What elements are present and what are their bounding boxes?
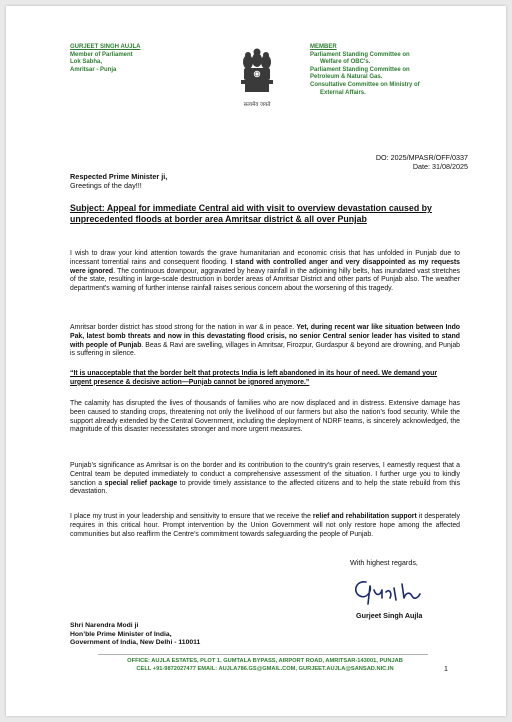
salutation-greeting: Greetings of the day!!! bbox=[70, 181, 142, 191]
mp-house: Lok Sabha, bbox=[70, 59, 103, 66]
letter-page bbox=[6, 6, 506, 716]
body-paragraph-1 bbox=[70, 250, 460, 294]
letter-footer bbox=[70, 657, 460, 673]
p4-text-c: to provide timely assistance to the affected citizens and to help the state rebuild from this devastation. bbox=[70, 479, 461, 496]
body-paragraph-5 bbox=[70, 513, 460, 539]
body-paragraph-3: The calamity has disrupted the lives of thousands of families who are now displaced and in distress. Extensive damage has been caused to standing crops, threatening not only the livelihood of our farmers but also the nation’s food security. While the support already extended by the Central Government, including the deployment of NDRF teams, is sincerely acknowledged, the magnitude of this disaster necessitates stronger and more urgent measures. bbox=[70, 400, 460, 434]
reference-block bbox=[376, 153, 468, 171]
addressee-title: Hon’ble Prime Minister of India, bbox=[70, 630, 172, 638]
p2-text-c: . Beas & Ravi are swelling, villages in Amritsar, Firozpur, Gurdaspur & beyond are drowning, and Punjab is suffering in silence. bbox=[70, 341, 460, 358]
closing-regards: With highest regards, bbox=[350, 558, 418, 567]
p5-bold: relief and rehabilitation support bbox=[312, 513, 417, 520]
p1-text-a: I wish to draw your kind attention towards the grave humanitarian and economic crisis that has unfolded in Punjab due to incessant torrential rains and consequent flooding. bbox=[70, 250, 460, 266]
mp-constituency: Amritsar - Punja bbox=[70, 66, 117, 73]
letter-subject: Subject: Appeal for immediate Central aid with visit to overview devastation caused by unprecedented floods at border area Amritsar district & all over Punjab bbox=[70, 203, 432, 224]
emblem-motto: सत्यमेव जयते bbox=[243, 102, 271, 108]
salutation-addressee: Respected Prime Minister ji, bbox=[70, 172, 168, 181]
footer-divider bbox=[98, 654, 428, 655]
footer-contact: CELL +91-9872027477 EMAIL: AUJLA786.GS@GMAIL.COM, GURJEET.AUJLA@SANSAD.NIC.IN bbox=[136, 666, 394, 672]
body-paragraph-2 bbox=[70, 324, 460, 359]
p4-text-a: Punjab’s significance as Amritsar is on the border and its contribution to the country’s grain reserves, I earnestly request that a Central team be deputed immediately to conduct a comprehensive assessment of the situation. I further urge you to kindly sanction a bbox=[70, 462, 460, 487]
signatory-name: Gurjeet Singh Aujla bbox=[356, 611, 423, 620]
letterhead-right bbox=[310, 44, 480, 97]
highlighted-quote: “It is unacceptable that the border belt that protects India is left abandoned in its hour of need. We demand your urgent presence & decisive action—Punjab cannot be ignored anymore.” bbox=[70, 370, 438, 386]
committee-line-2: Welfare of OBC's. bbox=[320, 59, 371, 66]
handwritten-signature bbox=[346, 574, 426, 608]
p1-bold: I stand with controlled anger and very disappointed as my requests were ignored bbox=[70, 258, 461, 275]
p5-text-c: it desperately requires in this critical hour. Prompt intervention by the Union Government will not only restore hope among the affected communities but also reaffirm the Centre’s commitment towards safeguarding the people of Punjab. bbox=[70, 513, 460, 538]
committee-line-6: External Affairs. bbox=[320, 89, 366, 96]
footer-office: OFFICE: AUJLA ESTATES, PLOT 1, GUMTALA BYPASS, AIRPORT ROAD, AMRITSAR-143001, PUNJAB bbox=[127, 658, 403, 664]
mp-title: Member of Parliament bbox=[70, 51, 133, 58]
reference-date: Date: 31/08/2025 bbox=[412, 162, 468, 171]
addressee-name: Shri Narendra Modi ji bbox=[70, 622, 139, 629]
committee-line-5: Consultative Committee on Ministry of bbox=[310, 81, 420, 88]
p2-text-a: Amritsar border district has stood strong for the nation in war & in peace. bbox=[70, 324, 297, 331]
member-title: MEMBER bbox=[310, 44, 337, 50]
page-number: 1 bbox=[444, 666, 448, 673]
mp-name: GURJEET SINGH AUJLA bbox=[70, 44, 141, 50]
letterhead-left bbox=[70, 44, 220, 74]
p1-text-c: . The continuous downpour, aggravated by heavy rainfall in the adjoining hilly belts, has inundated vast stretches of the state, resulting in large-scale destruction in border areas of Amritsar District and other parts of Punjab also. The weather department’s warning of further intense rainfall raises serious concern about the worsening of this tragedy. bbox=[70, 267, 460, 292]
p5-text-a: I place my trust in your leadership and sensitivity to ensure that we receive the bbox=[70, 513, 313, 520]
reference-number: DO: 2025/MPASR/OFF/0337 bbox=[375, 153, 468, 162]
body-paragraph-4 bbox=[70, 462, 460, 497]
addressee-address: Government of India, New Delhi - 110011 bbox=[70, 639, 201, 647]
committee-line-3: Parliament Standing Committee on bbox=[310, 66, 410, 73]
committee-line-1: Parliament Standing Committee on bbox=[310, 51, 410, 58]
p2-bold: Yet, during recent war like situation between Indo Pak, latest bomb threats and now in this devastating flood crisis, no senior Central senior leader has visited to stand with people of Punjab bbox=[70, 324, 460, 349]
p4-bold: special relief package bbox=[104, 479, 178, 487]
addressee-block bbox=[70, 622, 200, 648]
salutation bbox=[70, 172, 167, 190]
committee-line-4: Petroleum & Natural Gas. bbox=[310, 74, 383, 81]
